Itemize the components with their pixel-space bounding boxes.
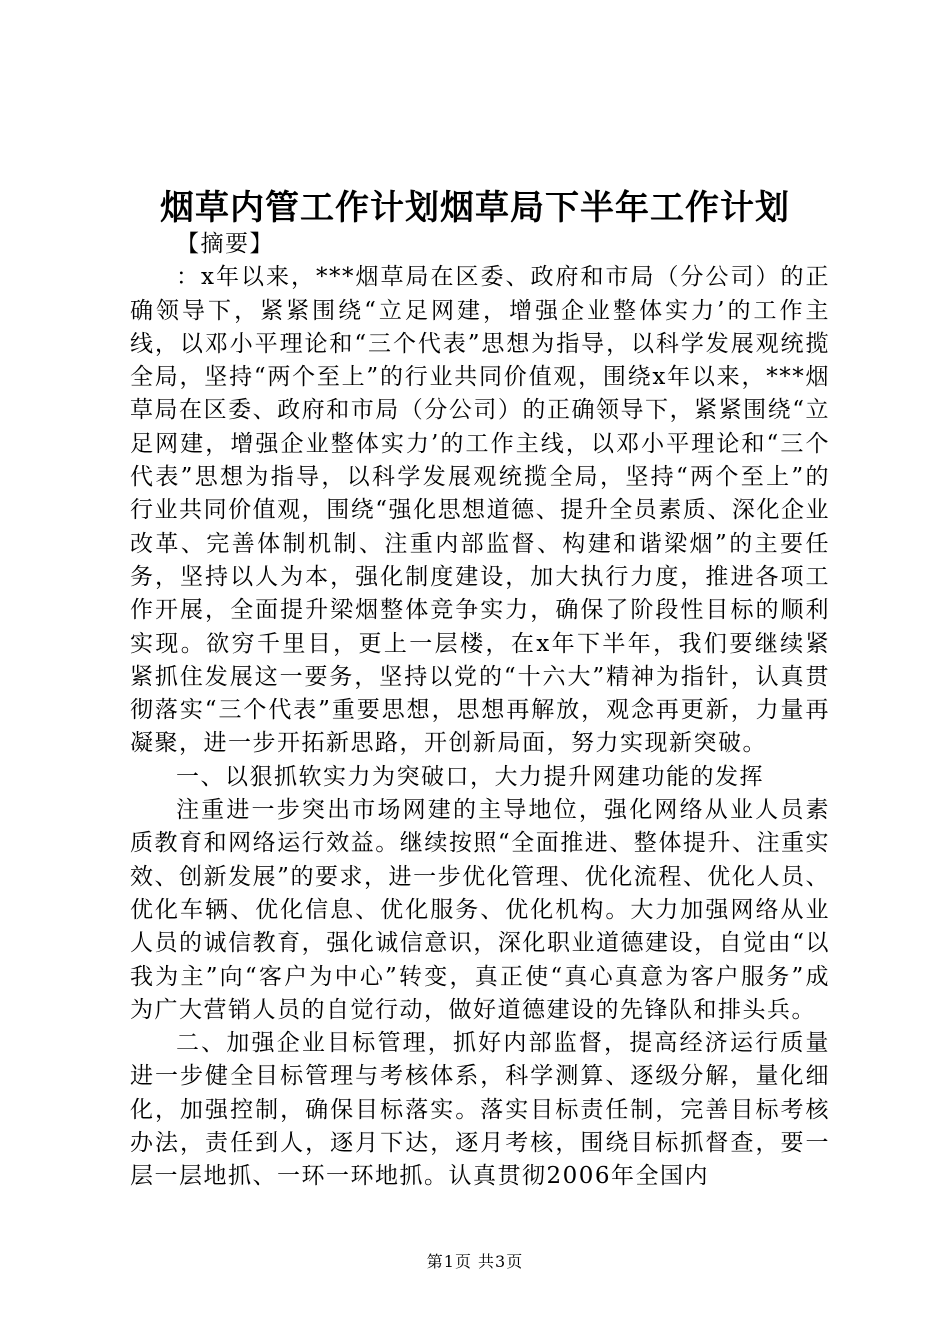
abstract-paragraph: ：x年以来，***烟草局在区委、政府和市局（分公司）的正确领导下，紧紧围绕“立足网建，增强企业整体实力’的工作主线，以邓小平理论和“三个代表”思想为指导，以科学发展观统揽全局，坚持“两个至上”的行业共同价值观，围绕x年以来，***烟草局在区委、政府和市局（分公司）的正确领导下，紧紧围绕“立足网建，增强企业整体实力’的工作主线，以邓小平理论和“三个代表”思想为指导，以科学发展观统揽全局，坚持“两个至上”的行业共同价值观，围绕“强化思想道德、提升全员素质、深化企业改革、完善体制机制、注重内部监督、构建和谐梁烟”的主要任务，坚持以人为本，强化制度建设，加大执行力度，推进各项工作开展，全面提升梁烟整体竞争实力，确保了阶段性目标的顺利实现。欲穷千里目，更上一层楼，在x年下半年，我们要继续紧紧抓住发展这一要务，坚持以党的“十六大”精神为指针，认真贯彻落实“三个代表”重要思想，思想再解放，观念再更新，力量再凝聚，进一步开拓新思路，开创新局面，努力实现新突破。 [130, 264, 830, 757]
page-footer: 第1页 共3页 [426, 1252, 524, 1271]
document-title: 烟草内管工作计划烟草局下半年工作计划 [160, 188, 790, 228]
section-paragraph-2: 二、加强企业目标管理，抓好内部监督，提高经济运行质量进一步健全目标管理与考核体系，科学测算、逐级分解，量化细化，加强控制，确保目标落实。落实目标责任制，完善目标考核办法，责任到人，逐月下达，逐月考核，围绕目标抓督查，要一层一层地抓、一环一环地抓。认真贯彻2006年全国内 [130, 1030, 830, 1190]
section-paragraph-1: 注重进一步突出市场网建的主导地位，强化网络从业人员素质教育和网络运行效益。继续按照“全面推进、整体提升、注重实效、创新发展”的要求，进一步优化管理、优化流程、优化人员、优化车辆、优化信息、优化服务、优化机构。大力加强网络从业人员的诚信教育，强化诚信意识，深化职业道德建设，自觉由“以我为主”向“客户为中心”转变，真正使“真心真意为客户服务”成为广大营销人员的自觉行动，做好道德建设的先锋队和排头兵。 [130, 797, 830, 1023]
section-heading-1: 一、以狠抓软实力为突破口，大力提升网建功能的发挥 [176, 763, 764, 790]
document-body [130, 228, 830, 1194]
abstract-label: 【摘要】 [176, 231, 274, 257]
